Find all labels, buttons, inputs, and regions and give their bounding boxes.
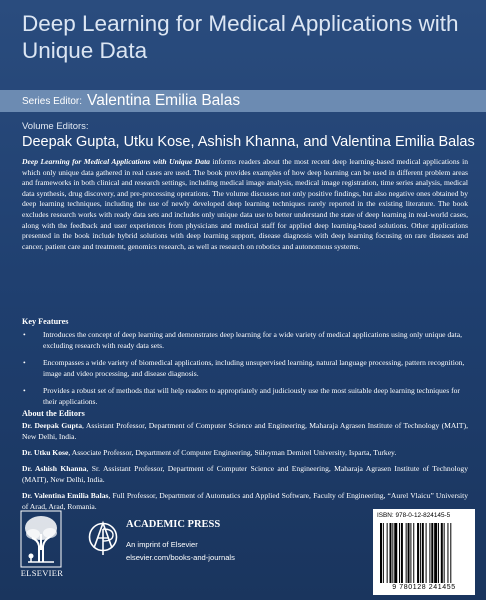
book-title: Deep Learning for Medical Applications with Unique Data (22, 11, 459, 63)
series-editor-bar (0, 90, 486, 112)
imprint-line: An imprint of Elsevier (126, 540, 198, 549)
editor-description: , Full Professor, Department of Automatics and Applied Software, Faculty of Engineering, “Aurel Vlaicu” University of Arad, Arad, Romania. (22, 491, 468, 511)
editor-bio (22, 447, 468, 458)
key-features-list (22, 329, 468, 413)
volume-editors-names: Deepak Gupta, Utku Kose, Ashish Khanna, and Valentina Emilia Balas (22, 134, 475, 150)
elsevier-wordmark: ELSEVIER (20, 568, 64, 578)
description-paragraph (22, 157, 468, 252)
isbn-label: ISBN: 978-0-12-824145-5 (377, 512, 451, 519)
isbn-barcode-box (373, 509, 475, 595)
editor-bio (22, 420, 468, 442)
editor-description: , Associate Professor, Department of Computer Engineering, Süleyman Demirel University, Isparta, Turkey. (68, 448, 397, 457)
key-feature-item: • Introduces the concept of deep learning and demonstrates deep learning for a wide variety of medical applications using only unique data, excluding research with ready data sets. (22, 329, 468, 351)
editor-name: Dr. Deepak Gupta (22, 421, 82, 430)
description-lead: Deep Learning for Medical Applications with Unique Data (22, 157, 210, 166)
about-editors-heading: About the Editors (22, 409, 85, 418)
volume-editors-label: Volume Editors: (22, 121, 89, 132)
about-editors-list (22, 420, 468, 517)
editor-name: Dr. Valentina Emilia Balas (22, 491, 109, 500)
editor-name: Dr. Ashish Khanna (22, 464, 87, 473)
editor-description: , Assistant Professor, Department of Computer Science and Engineering, Maharaja Agrasen Institute of Technology (MAIT), New Delhi, India. (22, 421, 468, 441)
academic-press-name: ACADEMIC PRESS (126, 519, 221, 530)
isbn-digits: 9 780128 241455 (392, 584, 456, 591)
key-feature-item: • Provides a robust set of methods that will help readers to appropriately and judiciously use the most suitable deep learning techniques for their applications. (22, 385, 468, 407)
barcode-icon (378, 523, 470, 583)
academic-press-logo-icon (88, 517, 118, 557)
key-features-heading: Key Features (22, 317, 69, 326)
editor-description: , Sr. Assistant Professor, Department of Computer Science and Engineering, Maharaja Agrasen Institute of Technology (MAIT), New Delhi, India. (22, 464, 468, 484)
key-feature-item: • Encompasses a wide variety of biomedical applications, including unsupervised learning, natural language processing, pattern recognition, image and video processing, and disease diagnosis. (22, 357, 468, 379)
series-editor-name: Valentina Emilia Balas (87, 92, 241, 109)
series-editor-label: Series Editor: (22, 95, 83, 107)
elsevier-tree-logo-icon (20, 510, 62, 568)
editor-bio (22, 463, 468, 485)
description-body: informs readers about the most recent deep learning-based medical applications in which only unique data gathered in real cases are used. The book provides examples of how deep learning can be used in different problem areas and frameworks in both clinical and research settings, including medical image analysis, medical image registration, time series analysis, medical data synthesis, drug discovery, and pre-processing operations. The volume discusses not only positive findings, but also negative ones obtained by deep learning techniques, including the use of newly developed deep learning techniques rarely reported in the existing literature. The book excludes research works with ready data sets and includes only unique data use to better understand the state of deep learning in real-world cases, along with the feedback and user experiences from physicians and medical staff for applied deep learning-based solutions. Other applications presented in the book include hybrid solutions with deep learning support, disease diagnosis with deep learning focusing on rare diseases and cancer, patient care and treatment, genomics research, as well as research on robotics and autonomous systems. (22, 157, 468, 251)
editor-name: Dr. Utku Kose (22, 448, 69, 457)
publisher-url: elsevier.com/books-and-journals (126, 553, 235, 562)
